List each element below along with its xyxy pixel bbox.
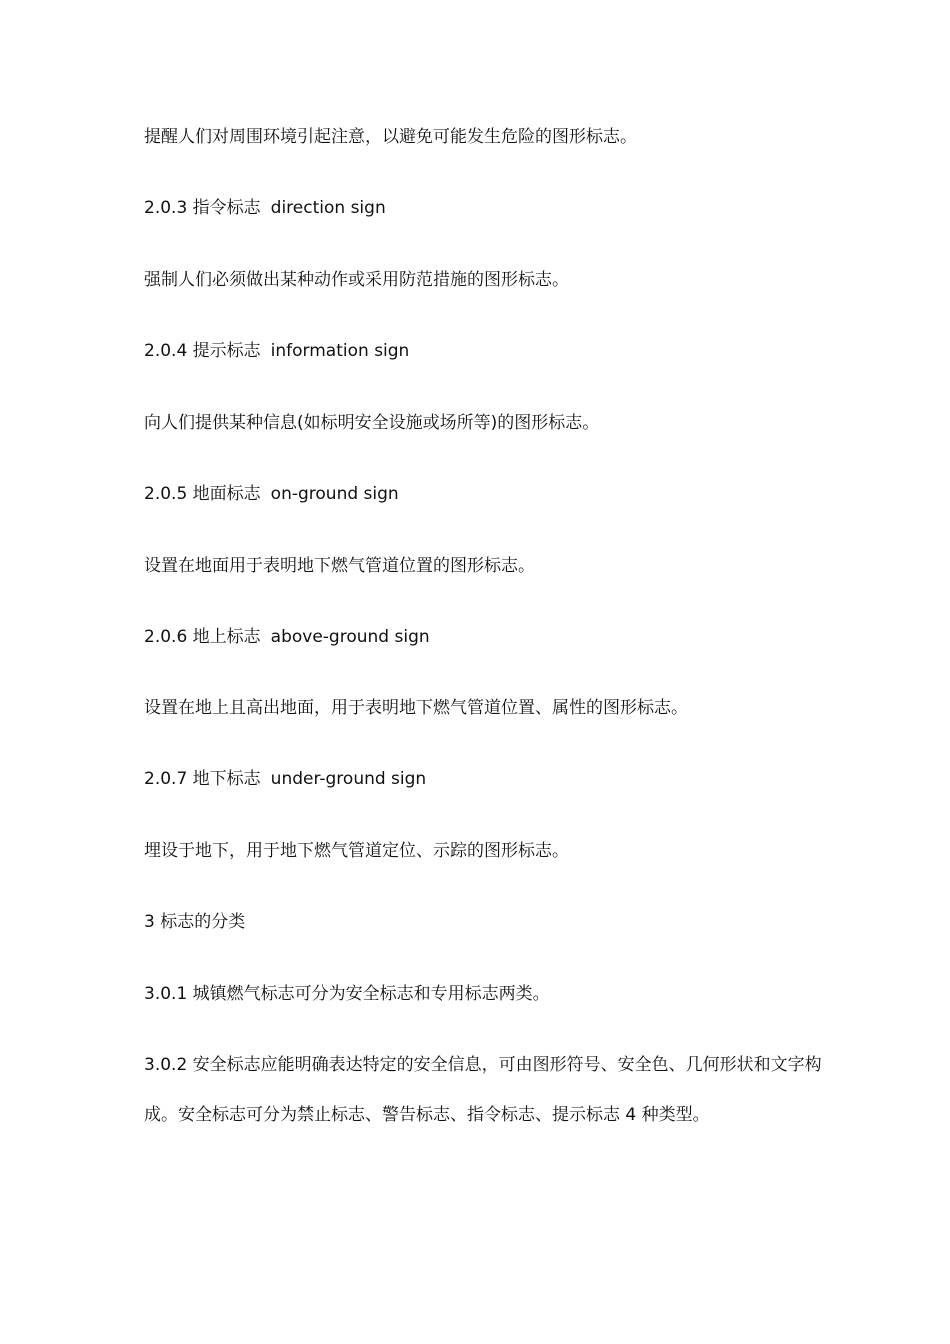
clause-text: 3.0.2 安全标志应能明确表达特定的安全信息，可由图形符号、安全色、几何形状和文字构 [144, 1055, 822, 1075]
paragraph-text: 向人们提供某种信息(如标明安全设施或场所等)的图形标志。 [144, 413, 600, 433]
paragraph-warning-sign-definition [144, 126, 637, 148]
heading-term: direction sign [270, 198, 386, 218]
heading-information-sign [144, 340, 409, 362]
paragraph-above-ground-sign-definition [144, 697, 688, 719]
paragraph-under-ground-sign-definition [144, 840, 569, 862]
heading-number-title: 2.0.6 地上标志 [144, 627, 261, 647]
paragraph-text: 提醒人们对周围环境引起注意，以避免可能发生危险的图形标志。 [144, 127, 637, 147]
heading-number-title: 2.0.4 提示标志 [144, 341, 261, 361]
heading-on-ground-sign [144, 483, 399, 505]
heading-term: under-ground sign [270, 769, 427, 789]
heading-number-title: 2.0.3 指令标志 [144, 198, 261, 218]
paragraph-text: 设置在地面用于表明地下燃气管道位置的图形标志。 [144, 556, 535, 576]
clause-text: 3.0.1 城镇燃气标志可分为安全标志和专用标志两类。 [144, 984, 550, 1004]
clause-text: 成。安全标志可分为禁止标志、警告标志、指令标志、提示标志 4 种类型。 [144, 1105, 710, 1125]
heading-above-ground-sign [144, 626, 430, 648]
section-title: 3 标志的分类 [144, 912, 246, 932]
heading-number-title: 2.0.7 地下标志 [144, 769, 261, 789]
clause-3-0-2-line-2 [144, 1104, 710, 1126]
paragraph-text: 埋设于地下，用于地下燃气管道定位、示踪的图形标志。 [144, 841, 569, 861]
heading-number-title: 2.0.5 地面标志 [144, 484, 261, 504]
paragraph-on-ground-sign-definition [144, 555, 535, 577]
heading-term: above-ground sign [270, 627, 430, 647]
section-heading-classification [144, 911, 245, 933]
paragraph-direction-sign-definition [144, 269, 569, 291]
heading-under-ground-sign [144, 768, 426, 790]
heading-term: on-ground sign [270, 484, 399, 504]
paragraph-text: 强制人们必须做出某种动作或采用防范措施的图形标志。 [144, 270, 569, 290]
heading-term: information sign [270, 341, 410, 361]
paragraph-information-sign-definition [144, 412, 599, 434]
clause-3-0-2-line-1 [144, 1054, 822, 1076]
paragraph-text: 设置在地上且高出地面，用于表明地下燃气管道位置、属性的图形标志。 [144, 698, 688, 718]
clause-3-0-1 [144, 983, 550, 1005]
heading-direction-sign [144, 197, 386, 219]
